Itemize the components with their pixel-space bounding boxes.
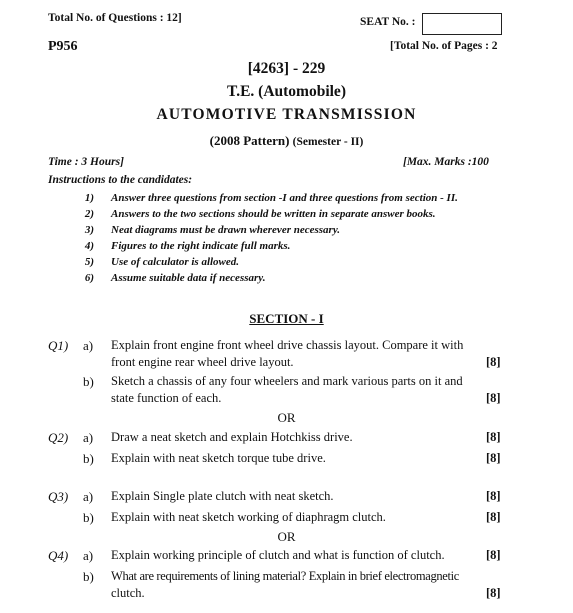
marks: [8] xyxy=(486,451,501,465)
semester-text: (Semester - II) xyxy=(292,136,364,148)
marks: [8] xyxy=(486,586,501,600)
time-allowed: Time : 3 Hours] xyxy=(48,156,124,168)
instruction-text: Assume suitable data if necessary. xyxy=(111,272,266,284)
part-label: b) xyxy=(83,374,94,389)
instruction-number: 1) xyxy=(84,192,94,204)
instructions-heading: Instructions to the candidates: xyxy=(48,174,193,186)
instruction-number: 3) xyxy=(84,224,94,236)
section-title xyxy=(0,311,573,327)
marks: [8] xyxy=(486,355,501,369)
marks: [8] xyxy=(486,430,501,444)
seat-no-box xyxy=(422,13,502,35)
marks: [8] xyxy=(486,548,501,562)
subject-title: AUTOMOTIVE TRANSMISSION xyxy=(156,106,417,123)
question-number: Q2) xyxy=(48,430,69,445)
question-text: Explain with neat sketch torque tube drive. xyxy=(111,451,326,465)
part-label: b) xyxy=(83,569,94,584)
question-number: Q4) xyxy=(48,548,69,563)
instruction-text: Neat diagrams must be drawn wherever necessary. xyxy=(111,224,341,236)
instruction-text: Figures to the right indicate full marks. xyxy=(111,240,291,252)
part-label: a) xyxy=(83,338,94,353)
part-label: a) xyxy=(83,489,94,504)
marks: [8] xyxy=(486,391,501,405)
instruction-text: Use of calculator is allowed. xyxy=(111,256,240,268)
instruction-number: 6) xyxy=(84,272,94,284)
part-label: b) xyxy=(83,451,94,466)
part-label: b) xyxy=(83,510,94,525)
seat-no-label: SEAT No. : xyxy=(360,16,416,28)
max-marks: [Max. Marks :100 xyxy=(403,156,489,168)
question-text: Explain with neat sketch working of diaphragm clutch. xyxy=(111,510,386,524)
question-text: What are requirements of lining material? Explain in brief electromagnetic xyxy=(111,569,459,583)
marks: [8] xyxy=(486,510,501,524)
instruction-number: 5) xyxy=(84,256,94,268)
section-title-text: SECTION - I xyxy=(249,311,324,326)
question-text: front engine rear wheel drive layout. xyxy=(111,355,294,369)
or-separator: OR xyxy=(277,529,296,544)
question-number: Q1) xyxy=(48,338,69,353)
question-text: state function of each. xyxy=(111,391,222,405)
instruction-text: Answer three questions from section -I and three questions from section - II. xyxy=(111,192,458,204)
marks: [8] xyxy=(486,489,501,503)
course-name: T.E. (Automobile) xyxy=(227,83,346,100)
pattern-line xyxy=(0,133,573,149)
question-text: Draw a neat sketch and explain Hotchkiss drive. xyxy=(111,430,353,444)
total-pages: [Total No. of Pages : 2 xyxy=(390,40,498,52)
question-text: clutch. xyxy=(111,586,145,600)
question-text: Sketch a chassis of any four wheelers and mark various parts on it and xyxy=(111,374,463,388)
instruction-text: Answers to the two sections should be written in separate answer books. xyxy=(111,208,436,220)
part-label: a) xyxy=(83,430,94,445)
instruction-number: 2) xyxy=(84,208,94,220)
pattern-text: (2008 Pattern) xyxy=(209,133,290,148)
instruction-number: 4) xyxy=(84,240,94,252)
or-separator: OR xyxy=(277,410,296,425)
exam-code: [4263] - 229 xyxy=(247,60,326,77)
question-text: Explain Single plate clutch with neat sketch. xyxy=(111,489,334,503)
question-number: Q3) xyxy=(48,489,69,504)
question-text: Explain front engine front wheel drive chassis layout. Compare it with xyxy=(111,338,464,352)
part-label: a) xyxy=(83,548,94,563)
paper-code: P956 xyxy=(48,39,78,54)
total-questions: Total No. of Questions : 12] xyxy=(48,12,182,24)
question-text: Explain working principle of clutch and what is function of clutch. xyxy=(111,548,445,562)
